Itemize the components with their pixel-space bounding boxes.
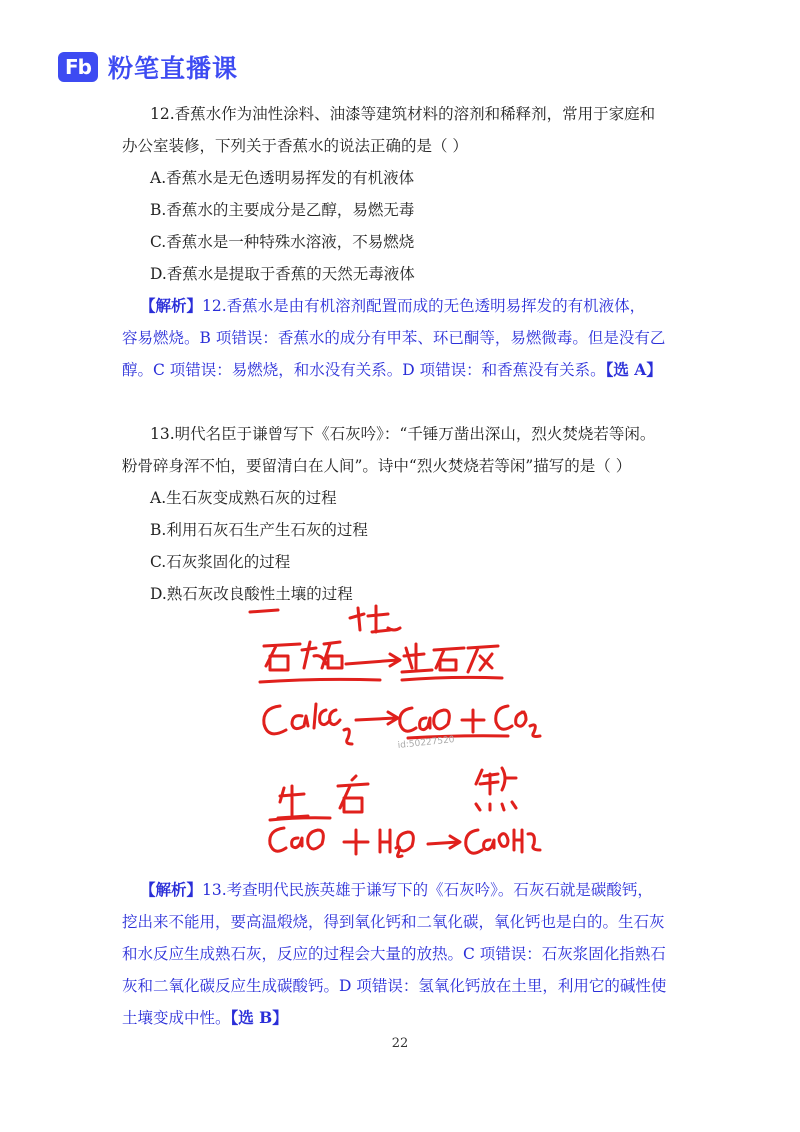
- q12-analysis-line3: [122, 354, 682, 386]
- q12-option-d: D.香蕉水是提取于香蕉的天然无毒液体: [150, 265, 415, 283]
- brand-name: 粉笔直播课: [108, 54, 239, 83]
- brand-logo: [58, 50, 238, 84]
- q13-analysis-tag: 【解析】: [140, 880, 203, 899]
- q13-option-d: D.熟石灰改良酸性土壤的过程: [150, 585, 353, 603]
- page-number: 22: [391, 1036, 409, 1051]
- q12-analysis-line1: [140, 290, 682, 322]
- q13-option-c: C.石灰浆固化的过程: [150, 553, 291, 571]
- q12-option-b: B.香蕉水的主要成分是乙醇，易燃无毒: [150, 201, 415, 219]
- q12-analysis-line2: 容易燃烧。B 项错误：香蕉水的成分有甲苯、环已酮等，易燃微毒。但是没有乙: [122, 329, 666, 347]
- q13-analysis-line3: 和水反应生成熟石灰，反应的过程会大量的放热。C 项错误：石灰浆固化指熟石: [122, 945, 666, 963]
- q12-option-a: A.香蕉水是无色透明易挥发的有机液体: [150, 169, 415, 187]
- q12-analysis-tag: 【解析】: [140, 296, 203, 315]
- q13-answer-pick: 【选 B】: [230, 1008, 288, 1027]
- q12-option-c: C.香蕉水是一种特殊水溶液，不易燃烧: [150, 233, 415, 251]
- q12-analysis-text1: 12.香蕉水是由有机溶剂配置而成的无色透明易挥发的有机液体，: [202, 297, 646, 315]
- fb-logo-icon: Fb: [58, 52, 98, 82]
- q13-option-a: A.生石灰变成熟石灰的过程: [150, 489, 337, 507]
- q12-answer-pick: 【选 A】: [605, 360, 662, 379]
- q13-stem-line1: 13.明代名臣于谦曾写下《石灰吟》：“千锤万凿出深山，烈火焚烧若等闲。: [150, 425, 656, 443]
- q13-stem-line2: 粉骨碎身浑不怕，要留清白在人间”。诗中“烈火焚烧若等闲”描写的是（ ）: [122, 457, 632, 475]
- q13-analysis-line5: [122, 1002, 682, 1034]
- q13-analysis-text5: 土壤变成中性。: [122, 1009, 231, 1027]
- q13-option-b: B.利用石灰石生产生石灰的过程: [150, 521, 368, 539]
- handwritten-chemistry-notes: [240, 598, 560, 868]
- q12-stem-line2: 办公室装修，下列关于香蕉水的说法正确的是（ ）: [122, 137, 468, 155]
- q13-analysis-line2: 挖出来不能用，要高温煅烧，得到氧化钙和二氧化碳，氧化钙也是白的。生石灰: [122, 913, 665, 931]
- q12-analysis-text3: 醇。C 项错误：易燃烧，和水没有关系。D 项错误：和香蕉没有关系。: [122, 361, 606, 379]
- q12-stem-line1: 12.香蕉水作为油性涂料、油漆等建筑材料的溶剂和稀释剂，常用于家庭和: [150, 105, 656, 123]
- handwriting-watermark: id:50227520: [397, 735, 456, 751]
- q13-analysis-line4: 灰和二氧化碳反应生成碳酸钙。D 项错误：氢氧化钙放在土里，利用它的碱性使: [122, 977, 667, 995]
- q13-analysis-line1: [140, 874, 682, 906]
- q13-analysis-text1: 13.考查明代民族英雄于谦写下的《石灰吟》。石灰石就是碳酸钙，: [202, 881, 653, 899]
